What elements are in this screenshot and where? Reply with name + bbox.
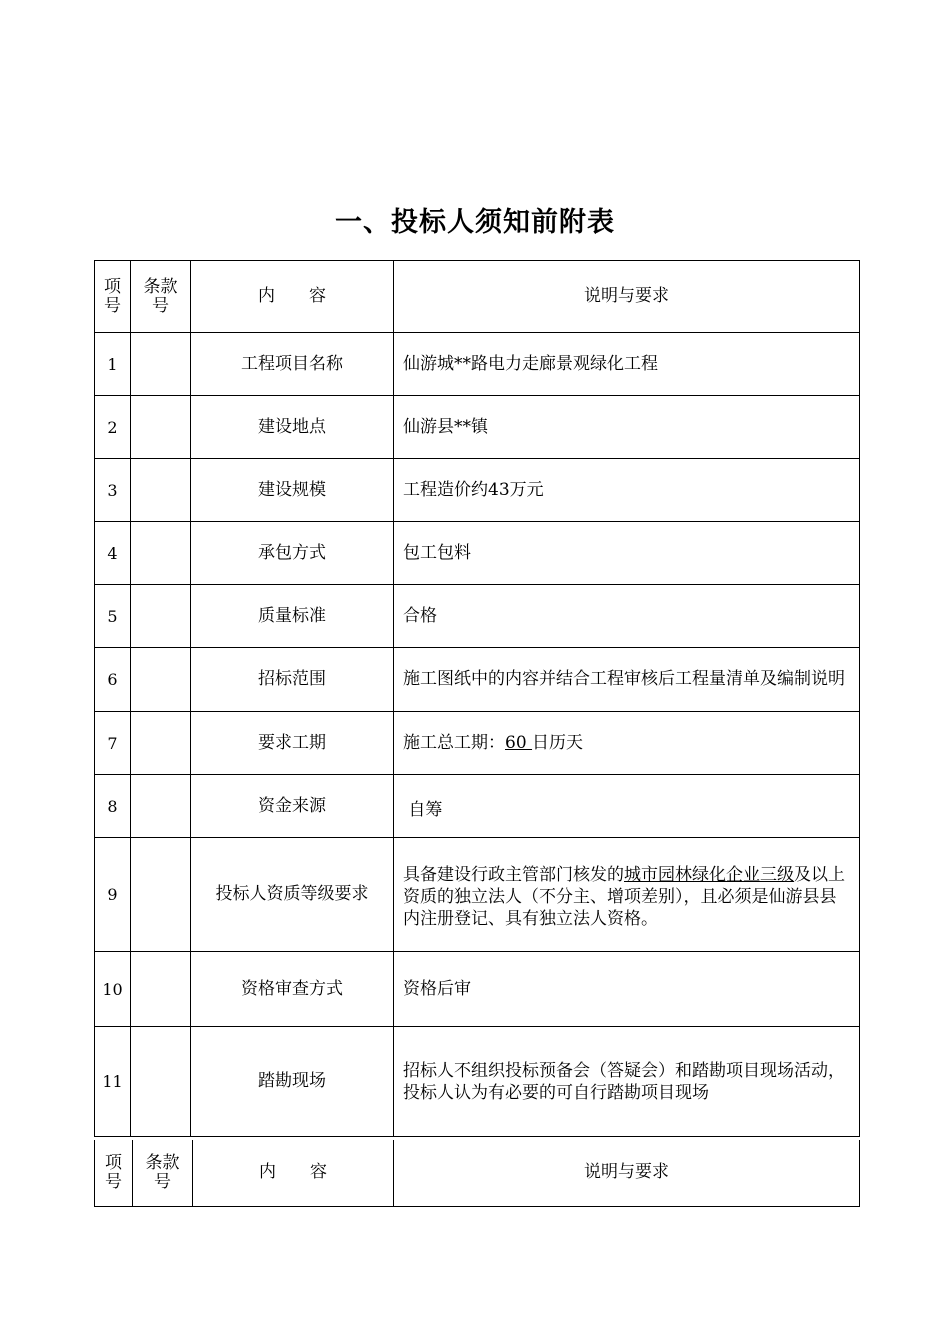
row-no: 11 xyxy=(95,1027,131,1137)
row-no: 4 xyxy=(95,522,131,585)
row-no: 6 xyxy=(95,648,131,712)
header-desc: 说明与要求 xyxy=(394,261,860,333)
row-desc: 仙游县**镇 xyxy=(394,396,860,459)
row-no: 8 xyxy=(95,775,131,838)
table-row xyxy=(95,648,860,712)
qualification-suffix: 及以上资质的独立法人（不分主、增项差别），且必须是仙游县县内注册登记、具有独立法人资格。 xyxy=(403,865,845,929)
row-item: 踏勘现场 xyxy=(191,1027,394,1137)
row-item: 工程项目名称 xyxy=(191,333,394,396)
table-header-row xyxy=(95,1140,860,1206)
table-row xyxy=(95,712,860,775)
duration-value: 60 xyxy=(505,732,533,753)
header-no: 项号 xyxy=(95,1140,133,1206)
row-no: 2 xyxy=(95,396,131,459)
row-clause xyxy=(131,775,191,838)
row-no: 9 xyxy=(95,838,131,952)
table-row xyxy=(95,459,860,522)
continued-header-table xyxy=(94,1140,860,1207)
table-row xyxy=(95,585,860,648)
table-header-row xyxy=(95,261,860,333)
row-item: 资格审查方式 xyxy=(191,952,394,1027)
header-no: 项号 xyxy=(95,261,131,333)
row-clause xyxy=(131,712,191,775)
table-row xyxy=(95,522,860,585)
qualification-grade: 城市园林绿化企业三级 xyxy=(624,865,794,885)
header-clause: 条款号 xyxy=(133,1140,193,1206)
row-clause xyxy=(131,648,191,712)
row-item: 建设地点 xyxy=(191,396,394,459)
row-desc: 工程造价约43万元 xyxy=(394,459,860,522)
duration-prefix: 施工总工期： xyxy=(403,732,505,753)
table-row xyxy=(95,775,860,838)
row-no: 5 xyxy=(95,585,131,648)
header-clause: 条款号 xyxy=(131,261,191,333)
table-row xyxy=(95,1027,860,1137)
pre-bid-info-table xyxy=(94,260,860,1137)
row-no: 3 xyxy=(95,459,131,522)
row-desc: 仙游城**路电力走廊景观绿化工程 xyxy=(394,333,860,396)
row-desc xyxy=(394,838,860,952)
row-item: 投标人资质等级要求 xyxy=(191,838,394,952)
table-row xyxy=(95,396,860,459)
header-desc: 说明与要求 xyxy=(394,1140,860,1206)
row-item: 招标范围 xyxy=(191,648,394,712)
row-clause xyxy=(131,396,191,459)
table-row xyxy=(95,838,860,952)
row-clause xyxy=(131,459,191,522)
row-clause xyxy=(131,838,191,952)
row-clause xyxy=(131,333,191,396)
row-desc xyxy=(394,712,860,775)
row-desc: 自筹 xyxy=(394,775,860,838)
row-desc: 招标人不组织投标预备会（答疑会）和踏勘项目现场活动，投标人认为有必要的可自行踏勘项目现场 xyxy=(394,1027,860,1137)
row-item: 资金来源 xyxy=(191,775,394,838)
qualification-prefix: 具备建设行政主管部门核发的 xyxy=(403,865,624,885)
page-title: 一、投标人须知前附表 xyxy=(335,207,615,238)
row-item: 建设规模 xyxy=(191,459,394,522)
row-clause xyxy=(131,952,191,1027)
row-item: 要求工期 xyxy=(191,712,394,775)
table-row xyxy=(95,952,860,1027)
duration-suffix: 日历天 xyxy=(532,732,584,753)
row-item: 质量标准 xyxy=(191,585,394,648)
row-item: 承包方式 xyxy=(191,522,394,585)
row-no: 1 xyxy=(95,333,131,396)
header-item: 内 容 xyxy=(191,261,394,333)
row-desc: 合格 xyxy=(394,585,860,648)
row-clause xyxy=(131,585,191,648)
row-desc: 施工图纸中的内容并结合工程审核后工程量清单及编制说明 xyxy=(394,648,860,712)
header-item: 内 容 xyxy=(193,1140,394,1206)
row-clause xyxy=(131,522,191,585)
table-row xyxy=(95,333,860,396)
row-no: 10 xyxy=(95,952,131,1027)
row-no: 7 xyxy=(95,712,131,775)
row-clause xyxy=(131,1027,191,1137)
row-desc: 包工包料 xyxy=(394,522,860,585)
row-desc: 资格后审 xyxy=(394,952,860,1027)
